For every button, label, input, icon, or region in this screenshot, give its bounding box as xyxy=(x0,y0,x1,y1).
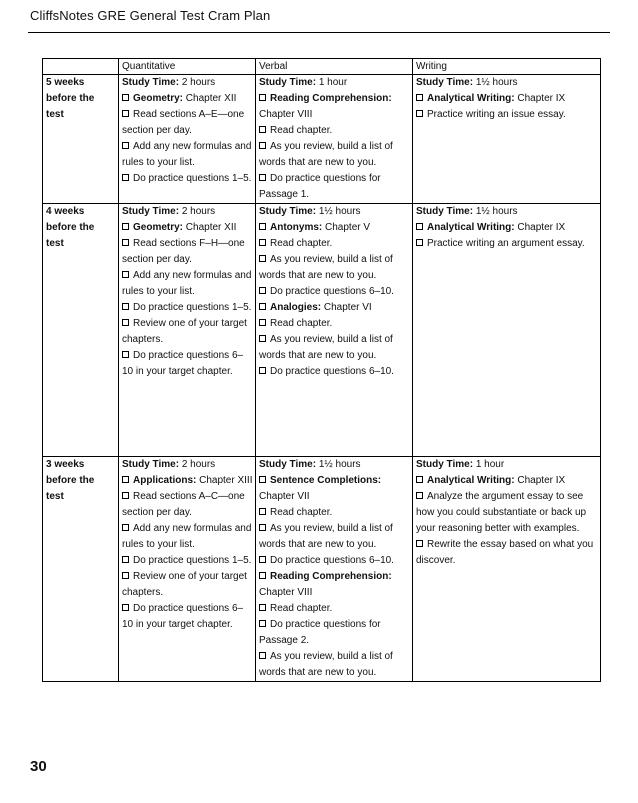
item-text: Do practice questions 6–10. xyxy=(270,555,394,566)
item-text: Do practice questions 6–10 in your target chapter. xyxy=(122,603,244,630)
checklist-item xyxy=(259,617,410,649)
checkbox-icon xyxy=(122,303,129,310)
column-header-quantitative: Quantitative xyxy=(119,59,256,75)
item-text: As you review, build a list of words that are new to you. xyxy=(259,334,393,361)
item-text: Read chapter. xyxy=(270,318,333,329)
checkbox-icon xyxy=(416,540,423,547)
study-time-label: Study Time: xyxy=(122,77,180,88)
checkbox-icon xyxy=(122,476,129,483)
checklist-item xyxy=(259,220,410,236)
study-time-value: 1 hour xyxy=(316,77,348,88)
checkbox-icon xyxy=(259,319,266,326)
checklist-item xyxy=(416,537,598,569)
row-label-line: 3 weeks xyxy=(46,459,85,470)
checkbox-icon xyxy=(416,94,423,101)
page-number: 30 xyxy=(30,758,47,775)
study-time xyxy=(122,457,253,473)
item-text: As you review, build a list of words that are new to you. xyxy=(259,651,393,678)
checkbox-icon xyxy=(416,239,423,246)
checkbox-icon xyxy=(416,476,423,483)
item-text: Practice writing an issue essay. xyxy=(427,109,566,120)
item-text: Read sections F–H—one section per day. xyxy=(122,238,245,265)
study-time-value: 1½ hours xyxy=(316,206,361,217)
study-time-value: 2 hours xyxy=(179,206,216,217)
item-text: Read sections A–C—one section per day. xyxy=(122,491,245,518)
checkbox-icon xyxy=(122,239,129,246)
item-text: Analyze the argument essay to see how you could substantiate or back up your reasoning better with examples. xyxy=(416,491,587,534)
plan-cell-verbal xyxy=(256,75,413,204)
item-text: Read chapter. xyxy=(270,507,333,518)
row-label-line: test xyxy=(46,238,64,249)
item-text: Rewrite the essay based on what you discover. xyxy=(416,539,594,566)
item-text: Chapter V xyxy=(322,222,371,233)
checklist-item xyxy=(259,123,410,139)
study-time xyxy=(259,204,410,220)
checklist-item xyxy=(259,171,410,203)
item-text: Chapter XII xyxy=(183,93,237,104)
study-time-value: 1½ hours xyxy=(316,459,361,470)
checklist-item xyxy=(122,300,253,316)
checkbox-icon xyxy=(259,620,266,627)
plan-cell-verbal xyxy=(256,457,413,682)
checkbox-icon xyxy=(259,94,266,101)
row-label-line: 5 weeks xyxy=(46,77,85,88)
row-label-cell xyxy=(43,75,119,204)
item-topic: Applications: xyxy=(133,475,197,486)
checklist-item xyxy=(416,236,598,252)
checklist-item xyxy=(259,521,410,553)
item-text: Practice writing an argument essay. xyxy=(427,238,585,249)
checklist-item xyxy=(122,489,253,521)
study-time-label: Study Time: xyxy=(416,77,474,88)
study-time xyxy=(416,457,598,473)
study-time xyxy=(259,457,410,473)
item-topic: Analytical Writing: xyxy=(427,93,515,104)
row-label-line: test xyxy=(46,109,64,120)
checkbox-icon xyxy=(259,652,266,659)
study-time xyxy=(259,75,410,91)
item-text: Do practice questions for Passage 2. xyxy=(259,619,381,646)
item-text: Add any new formulas and rules to your list. xyxy=(122,270,252,297)
checkbox-icon xyxy=(122,174,129,181)
checklist-item xyxy=(122,268,253,300)
study-time-value: 2 hours xyxy=(179,459,216,470)
item-text: Chapter XII xyxy=(183,222,237,233)
study-time-label: Study Time: xyxy=(416,206,474,217)
table-header-row xyxy=(43,59,601,75)
checkbox-icon xyxy=(122,319,129,326)
checkbox-icon xyxy=(416,492,423,499)
study-time-label: Study Time: xyxy=(259,459,317,470)
item-text: Read sections A–E—one section per day. xyxy=(122,109,245,136)
study-time-label: Study Time: xyxy=(259,206,317,217)
running-head: CliffsNotes GRE General Test Cram Plan xyxy=(30,8,271,23)
checkbox-icon xyxy=(259,287,266,294)
checkbox-icon xyxy=(259,604,266,611)
checklist-item xyxy=(122,171,253,187)
item-topic: Geometry: xyxy=(133,222,184,233)
checkbox-icon xyxy=(259,367,266,374)
item-text: Chapter VII xyxy=(259,491,310,502)
checkbox-icon xyxy=(259,572,266,579)
checkbox-icon xyxy=(122,524,129,531)
item-text: Chapter VI xyxy=(321,302,372,313)
item-text: Read chapter. xyxy=(270,238,333,249)
table-row xyxy=(43,457,601,682)
item-text: Do practice questions 1–5. xyxy=(133,302,252,313)
item-text: Do practice questions 6–10 in your target chapter. xyxy=(122,350,244,377)
checklist-item xyxy=(259,505,410,521)
cram-plan-table xyxy=(42,58,601,682)
checklist-item xyxy=(122,139,253,171)
checklist-item xyxy=(259,649,410,681)
checkbox-icon xyxy=(259,142,266,149)
plan-cell-quantitative xyxy=(119,457,256,682)
checkbox-icon xyxy=(259,239,266,246)
checklist-item xyxy=(259,91,410,123)
item-topic: Reading Comprehension: xyxy=(270,571,392,582)
checkbox-icon xyxy=(259,508,266,515)
checkbox-icon xyxy=(259,476,266,483)
checkbox-icon xyxy=(259,255,266,262)
checklist-item xyxy=(259,252,410,284)
checklist-item xyxy=(122,348,253,380)
study-time-value: 1 hour xyxy=(473,459,505,470)
plan-cell-verbal xyxy=(256,204,413,457)
checkbox-icon xyxy=(259,556,266,563)
checkbox-icon xyxy=(122,492,129,499)
study-time xyxy=(416,75,598,91)
checklist-item xyxy=(122,220,253,236)
column-header-writing: Writing xyxy=(413,59,601,75)
item-text: Chapter IX xyxy=(514,93,566,104)
item-text: Chapter VIII xyxy=(259,587,313,598)
item-text: Do practice questions for Passage 1. xyxy=(259,173,381,200)
item-text: Read chapter. xyxy=(270,125,333,136)
row-label-line: test xyxy=(46,491,64,502)
checklist-item xyxy=(259,364,410,380)
checklist-item xyxy=(122,236,253,268)
checklist-item xyxy=(122,473,253,489)
checklist-item xyxy=(259,569,410,601)
item-text: Read chapter. xyxy=(270,603,333,614)
checklist-item xyxy=(122,107,253,139)
checklist-item xyxy=(259,553,410,569)
checkbox-icon xyxy=(259,223,266,230)
checkbox-icon xyxy=(259,303,266,310)
checkbox-icon xyxy=(122,223,129,230)
item-text: Review one of your target chapters. xyxy=(122,318,247,345)
plan-cell-writing xyxy=(413,457,601,682)
checkbox-icon xyxy=(122,271,129,278)
row-label-line: 4 weeks xyxy=(46,206,85,217)
item-text: Add any new formulas and rules to your list. xyxy=(122,141,252,168)
item-text: Chapter IX xyxy=(514,222,566,233)
checklist-item xyxy=(259,284,410,300)
checklist-item xyxy=(416,220,598,236)
checkbox-icon xyxy=(416,110,423,117)
checklist-item xyxy=(259,300,410,316)
item-text: Chapter VIII xyxy=(259,109,313,120)
checklist-item xyxy=(259,316,410,332)
checkbox-icon xyxy=(259,174,266,181)
study-time-value: 2 hours xyxy=(179,77,216,88)
study-time xyxy=(416,204,598,220)
table-row xyxy=(43,75,601,204)
study-time xyxy=(122,75,253,91)
study-time-label: Study Time: xyxy=(416,459,474,470)
item-text: Add any new formulas and rules to your list. xyxy=(122,523,252,550)
checklist-item xyxy=(122,601,253,633)
plan-cell-quantitative xyxy=(119,204,256,457)
item-text: As you review, build a list of words that are new to you. xyxy=(259,523,393,550)
checklist-item xyxy=(122,553,253,569)
header-rule xyxy=(28,32,610,33)
item-text: Do practice questions 1–5. xyxy=(133,173,252,184)
study-time-value: 1½ hours xyxy=(473,206,518,217)
checkbox-icon xyxy=(122,604,129,611)
study-time-label: Study Time: xyxy=(122,459,180,470)
row-label-line: before the xyxy=(46,93,95,104)
study-time-label: Study Time: xyxy=(259,77,317,88)
header-blank-cell xyxy=(43,59,119,75)
checkbox-icon xyxy=(122,94,129,101)
checklist-item xyxy=(122,91,253,107)
plan-cell-writing xyxy=(413,75,601,204)
row-label-cell xyxy=(43,457,119,682)
checklist-item xyxy=(259,332,410,364)
row-label-line: before the xyxy=(46,475,95,486)
checkbox-icon xyxy=(259,335,266,342)
checklist-item xyxy=(416,107,598,123)
checklist-item xyxy=(259,236,410,252)
study-time-value: 1½ hours xyxy=(473,77,518,88)
checklist-item xyxy=(416,489,598,537)
item-text: Do practice questions 1–5. xyxy=(133,555,252,566)
item-topic: Analytical Writing: xyxy=(427,222,515,233)
item-text: Review one of your target chapters. xyxy=(122,571,247,598)
checklist-item xyxy=(416,91,598,107)
checkbox-icon xyxy=(122,351,129,358)
item-text: Chapter XIII xyxy=(196,475,253,486)
item-text: As you review, build a list of words that are new to you. xyxy=(259,254,393,281)
study-time xyxy=(122,204,253,220)
item-topic: Geometry: xyxy=(133,93,184,104)
column-header-verbal: Verbal xyxy=(256,59,413,75)
item-topic: Antonyms: xyxy=(270,222,323,233)
checklist-item xyxy=(259,139,410,171)
checklist-item xyxy=(122,569,253,601)
item-text: As you review, build a list of words that are new to you. xyxy=(259,141,393,168)
item-topic: Sentence Completions: xyxy=(270,475,382,486)
study-time-label: Study Time: xyxy=(122,206,180,217)
row-label-line: before the xyxy=(46,222,95,233)
checkbox-icon xyxy=(122,556,129,563)
item-text: Do practice questions 6–10. xyxy=(270,366,394,377)
checklist-item xyxy=(259,473,410,505)
checkbox-icon xyxy=(259,126,266,133)
item-text: Do practice questions 6–10. xyxy=(270,286,394,297)
checkbox-icon xyxy=(259,524,266,531)
item-text: Chapter IX xyxy=(514,475,566,486)
checklist-item xyxy=(122,521,253,553)
plan-cell-quantitative xyxy=(119,75,256,204)
plan-cell-writing xyxy=(413,204,601,457)
checkbox-icon xyxy=(122,142,129,149)
row-label-cell xyxy=(43,204,119,457)
table-row xyxy=(43,204,601,457)
checkbox-icon xyxy=(122,572,129,579)
item-topic: Analogies: xyxy=(270,302,322,313)
checklist-item xyxy=(416,473,598,489)
checkbox-icon xyxy=(122,110,129,117)
checkbox-icon xyxy=(416,223,423,230)
item-topic: Analytical Writing: xyxy=(427,475,515,486)
checklist-item xyxy=(122,316,253,348)
checklist-item xyxy=(259,601,410,617)
item-topic: Reading Comprehension: xyxy=(270,93,392,104)
